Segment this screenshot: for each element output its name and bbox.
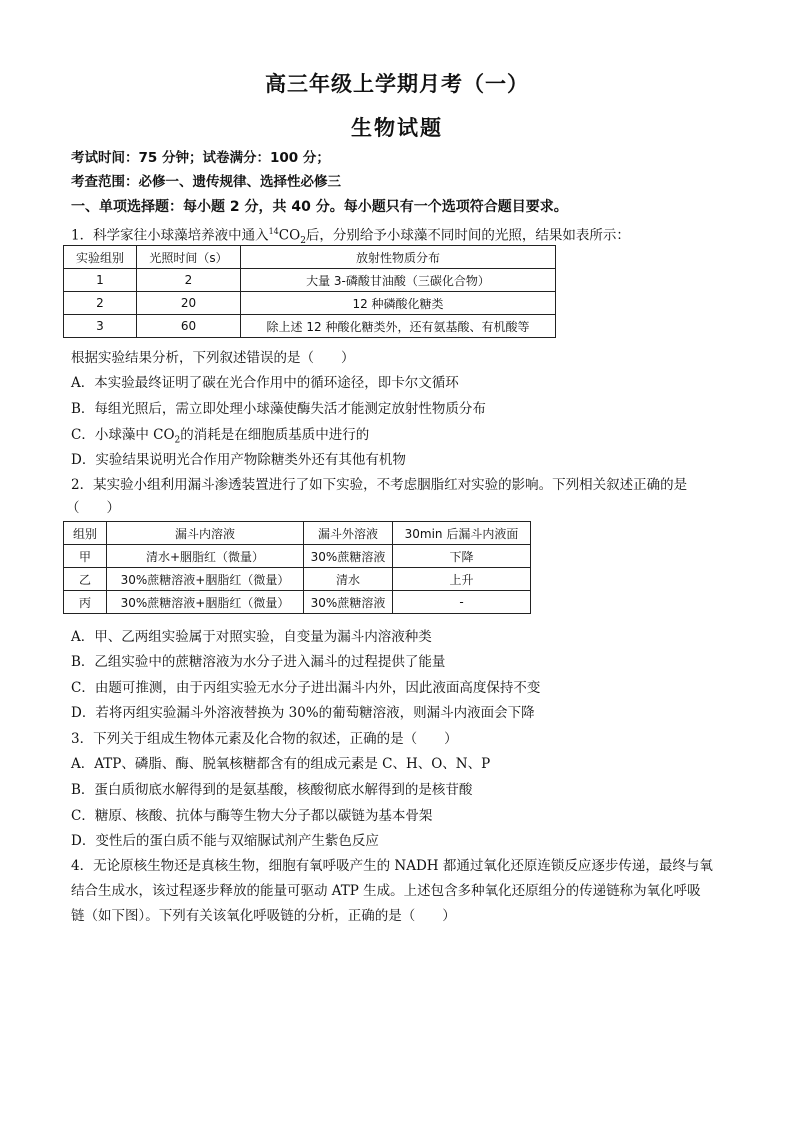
table-cell: 上升 [393,568,531,591]
q1-stem: 1．科学家往小球藻培养液中通入$^{14}CO_2$后，分别给予小球藻不同时间的光照，结果如表所示： [71,227,630,247]
q3-option-b: B．蛋白质彻底水解得到的是氨基酸，核酸彻底水解得到的是核苷酸 [71,782,473,798]
q2-stem-paren: （ ） [66,500,120,516]
table-row [64,568,531,591]
table-header-cell: 光照时间（s） [137,246,241,269]
q2-option-d: D．若将丙组实验漏斗外溶液替换为 30%的葡萄糖溶液，则漏斗内液面会下降 [71,705,535,721]
q2-table [63,521,531,614]
table-cell: 30%蔗糖溶液 [304,545,393,568]
q1-option-d: D．实验结果说明光合作用产物除糖类外还有其他有机物 [71,452,406,468]
table-cell: 大量 3-磷酸甘油酸（三碳化合物） [241,269,556,292]
table-header-cell: 漏斗内溶液 [107,522,304,545]
table-header-row [64,522,531,545]
table-row [64,591,531,614]
table-row [64,315,556,338]
q1-option-c: C．小球藻中 $CO_2$的消耗是在细胞质基质中进行的 [71,427,370,446]
table-cell: 清水+胭脂红（微量） [107,545,304,568]
section-heading: 一、单项选择题：每小题 2 分，共 40 分。每小题只有一个选项符合题目要求。 [71,199,568,215]
q1-option-b: B．每组光照后，需立即处理小球藻使酶失活才能测定放射性物质分布 [71,401,486,417]
q1-table [63,245,556,338]
table-header-cell: 实验组别 [64,246,137,269]
table-header-cell: 组别 [64,522,107,545]
table-cell: 除上述 12 种酸化糖类外，还有氨基酸、有机酸等 [241,315,556,338]
table-row [64,269,556,292]
table-cell: 30%蔗糖溶液 [304,591,393,614]
table-cell: 丙 [64,591,107,614]
q1-option-a: A．本实验最终证明了碳在光合作用中的循环途径，即卡尔文循环 [71,375,459,391]
table-cell: 1 [64,269,137,292]
table-cell: 12 种磷酸化糖类 [241,292,556,315]
table-header-cell: 30min 后漏斗内液面 [393,522,531,545]
table-cell: 60 [137,315,241,338]
table-cell: 下降 [393,545,531,568]
q3-stem: 3．下列关于组成生物体元素及化合物的叙述，正确的是（ ） [71,731,458,747]
q2-option-a: A．甲、乙两组实验属于对照实验，自变量为漏斗内溶液种类 [71,629,432,645]
q4-stem-line2: 结合生成水，该过程逐步释放的能量可驱动 ATP 生成。上述包含多种氧化还原组分的传递链称为氧化呼吸 [71,883,701,899]
exam-time: 考试时间：75 分钟；试卷满分：100 分； [71,150,330,166]
q1-question: 根据实验结果分析，下列叙述错误的是（ ） [71,350,355,366]
table-header-row [64,246,556,269]
table-row [64,292,556,315]
table-cell: 2 [137,269,241,292]
table-cell: 2 [64,292,137,315]
q2-option-c: C．由题可推测，由于丙组实验无水分子进出漏斗内外，因此液面高度保持不变 [71,680,541,696]
q2-stem: 2．某实验小组利用漏斗渗透装置进行了如下实验，不考虑胭脂红对实验的影响。下列相关叙述正确的是 [71,477,688,493]
q3-option-d: D．变性后的蛋白质不能与双缩脲试剂产生紫色反应 [71,833,379,849]
exam-subtitle: 生物试题 [351,116,443,140]
table-cell: 乙 [64,568,107,591]
exam-scope: 考查范围：必修一、遗传规律、选择性必修三 [71,174,341,190]
q2-option-b: B．乙组实验中的蔗糖溶液为水分子进入漏斗的过程提供了能量 [71,654,446,670]
table-cell: 3 [64,315,137,338]
table-header-cell: 漏斗外溶液 [304,522,393,545]
table-header-cell: 放射性物质分布 [241,246,556,269]
table-cell: - [393,591,531,614]
table-cell: 30%蔗糖溶液+胭脂红（微量） [107,591,304,614]
table-row [64,545,531,568]
q4-stem-line1: 4．无论原核生物还是真核生物，细胞有氧呼吸产生的 NADH 都通过氧化还原连锁反应逐步传递，最终与氧 [71,858,713,874]
table-cell: 清水 [304,568,393,591]
q3-option-a: A．ATP、磷脂、酶、脱氧核糖都含有的组成元素是 C、H、O、N、P [71,756,491,772]
exam-title: 高三年级上学期月考（一） [265,72,529,96]
q4-stem-line3: 链（如下图）。下列有关该氧化呼吸链的分析，正确的是（ ） [71,908,456,924]
table-cell: 甲 [64,545,107,568]
table-cell: 20 [137,292,241,315]
table-cell: 30%蔗糖溶液+胭脂红（微量） [107,568,304,591]
q3-option-c: C．糖原、核酸、抗体与酶等生物大分子都以碳链为基本骨架 [71,808,433,824]
